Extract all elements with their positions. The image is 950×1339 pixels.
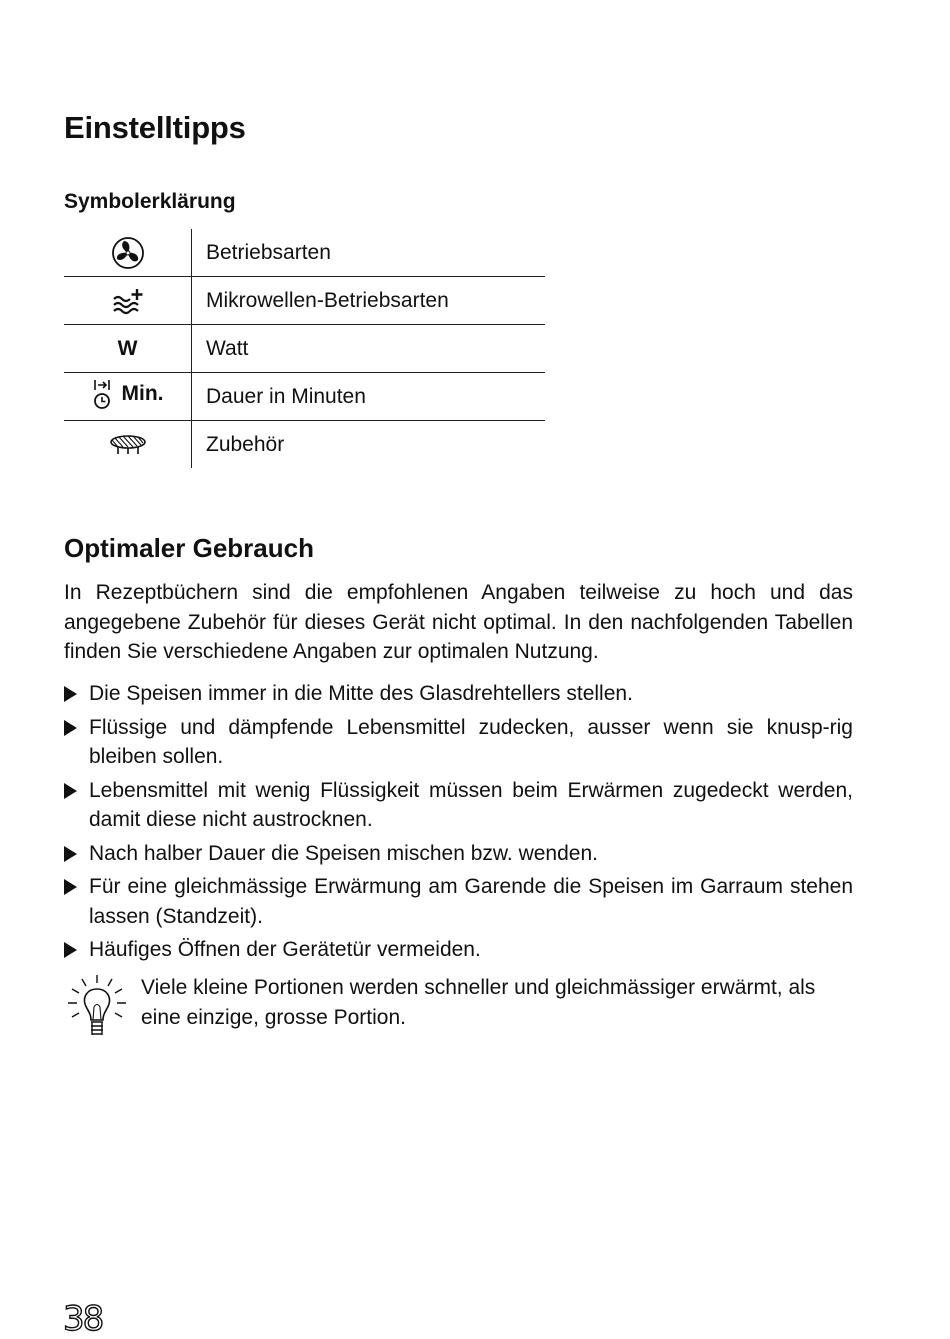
symbol-legend-table: [64, 229, 545, 468]
timer-icon: [92, 378, 112, 410]
list-item: [64, 776, 853, 835]
legend-row-watt: [64, 325, 545, 373]
list-item: [64, 839, 853, 869]
bullet-arrow-icon: [64, 879, 77, 895]
legend-row-operating-modes: [64, 229, 545, 277]
legend-symbol-cell: [64, 325, 192, 373]
tip-text: Die Speisen immer in die Mitte des Glasdrehtellers stellen.: [89, 682, 633, 705]
list-item: [64, 935, 853, 965]
legend-symbol-cell: [64, 229, 192, 277]
page-title: Einstelltipps: [64, 110, 246, 145]
hint-note: [64, 973, 853, 1032]
legend-symbol-cell: [64, 373, 192, 421]
grill-rack-icon: [108, 433, 148, 457]
list-item: [64, 679, 853, 709]
fan-icon: [111, 236, 145, 270]
legend-description: Dauer in Minuten: [192, 373, 546, 421]
bullet-arrow-icon: [64, 942, 77, 958]
legend-description: Watt: [192, 325, 546, 373]
hint-text: Viele kleine Portionen werden schneller und gleichmässiger erwärmt, als eine einzige, grosse Portion.: [141, 976, 816, 1029]
legend-row-accessories: [64, 421, 545, 469]
list-item: [64, 713, 853, 772]
bullet-arrow-icon: [64, 846, 77, 862]
legend-symbol-cell: [64, 421, 192, 469]
bullet-arrow-icon: [64, 720, 77, 736]
section-heading: Optimaler Gebrauch: [64, 533, 314, 563]
bullet-arrow-icon: [64, 783, 77, 799]
tip-text: Häufiges Öffnen der Gerätetür vermeiden.: [89, 938, 481, 961]
microwave-waves-plus-icon: [111, 286, 145, 316]
lightbulb-icon: [64, 973, 130, 1045]
list-item: [64, 872, 853, 931]
tip-text: Lebensmittel mit wenig Flüssigkeit müssen beim Erwärmen zugedeckt werden, damit diese nicht austrocknen.: [89, 778, 853, 831]
symbol-legend-heading: Symbolerklärung: [64, 190, 236, 213]
tip-list: [64, 679, 853, 969]
legend-description: Zubehör: [192, 421, 546, 469]
tip-text: Flüssige und dämpfende Lebensmittel zudecken, ausser wenn sie knusp-rig bleiben sollen.: [89, 715, 853, 768]
page-number: 38: [63, 1299, 103, 1339]
intro-paragraph: In Rezeptbüchern sind die empfohlenen Angaben teilweise zu hoch und das angegebene Zubehör für dieses Gerät nicht optimal. In den nachfolgenden Tabellen finden Sie verschiedene Angaben zur optimalen Nutzung.: [64, 581, 853, 663]
legend-row-microwave-modes: [64, 277, 545, 325]
tip-text: Nach halber Dauer die Speisen mischen bzw. wenden.: [89, 841, 598, 865]
minutes-symbol: Min.: [121, 381, 164, 405]
legend-description: Mikrowellen-Betriebsarten: [192, 277, 546, 325]
bullet-arrow-icon: [64, 686, 77, 702]
legend-row-duration: [64, 373, 545, 421]
legend-description: Betriebsarten: [206, 240, 331, 264]
legend-symbol-cell: [64, 277, 192, 325]
tip-text: Für eine gleichmässige Erwärmung am Garende die Speisen im Garraum stehen lassen (Standzeit).: [89, 875, 853, 928]
watt-symbol: W: [117, 336, 138, 360]
